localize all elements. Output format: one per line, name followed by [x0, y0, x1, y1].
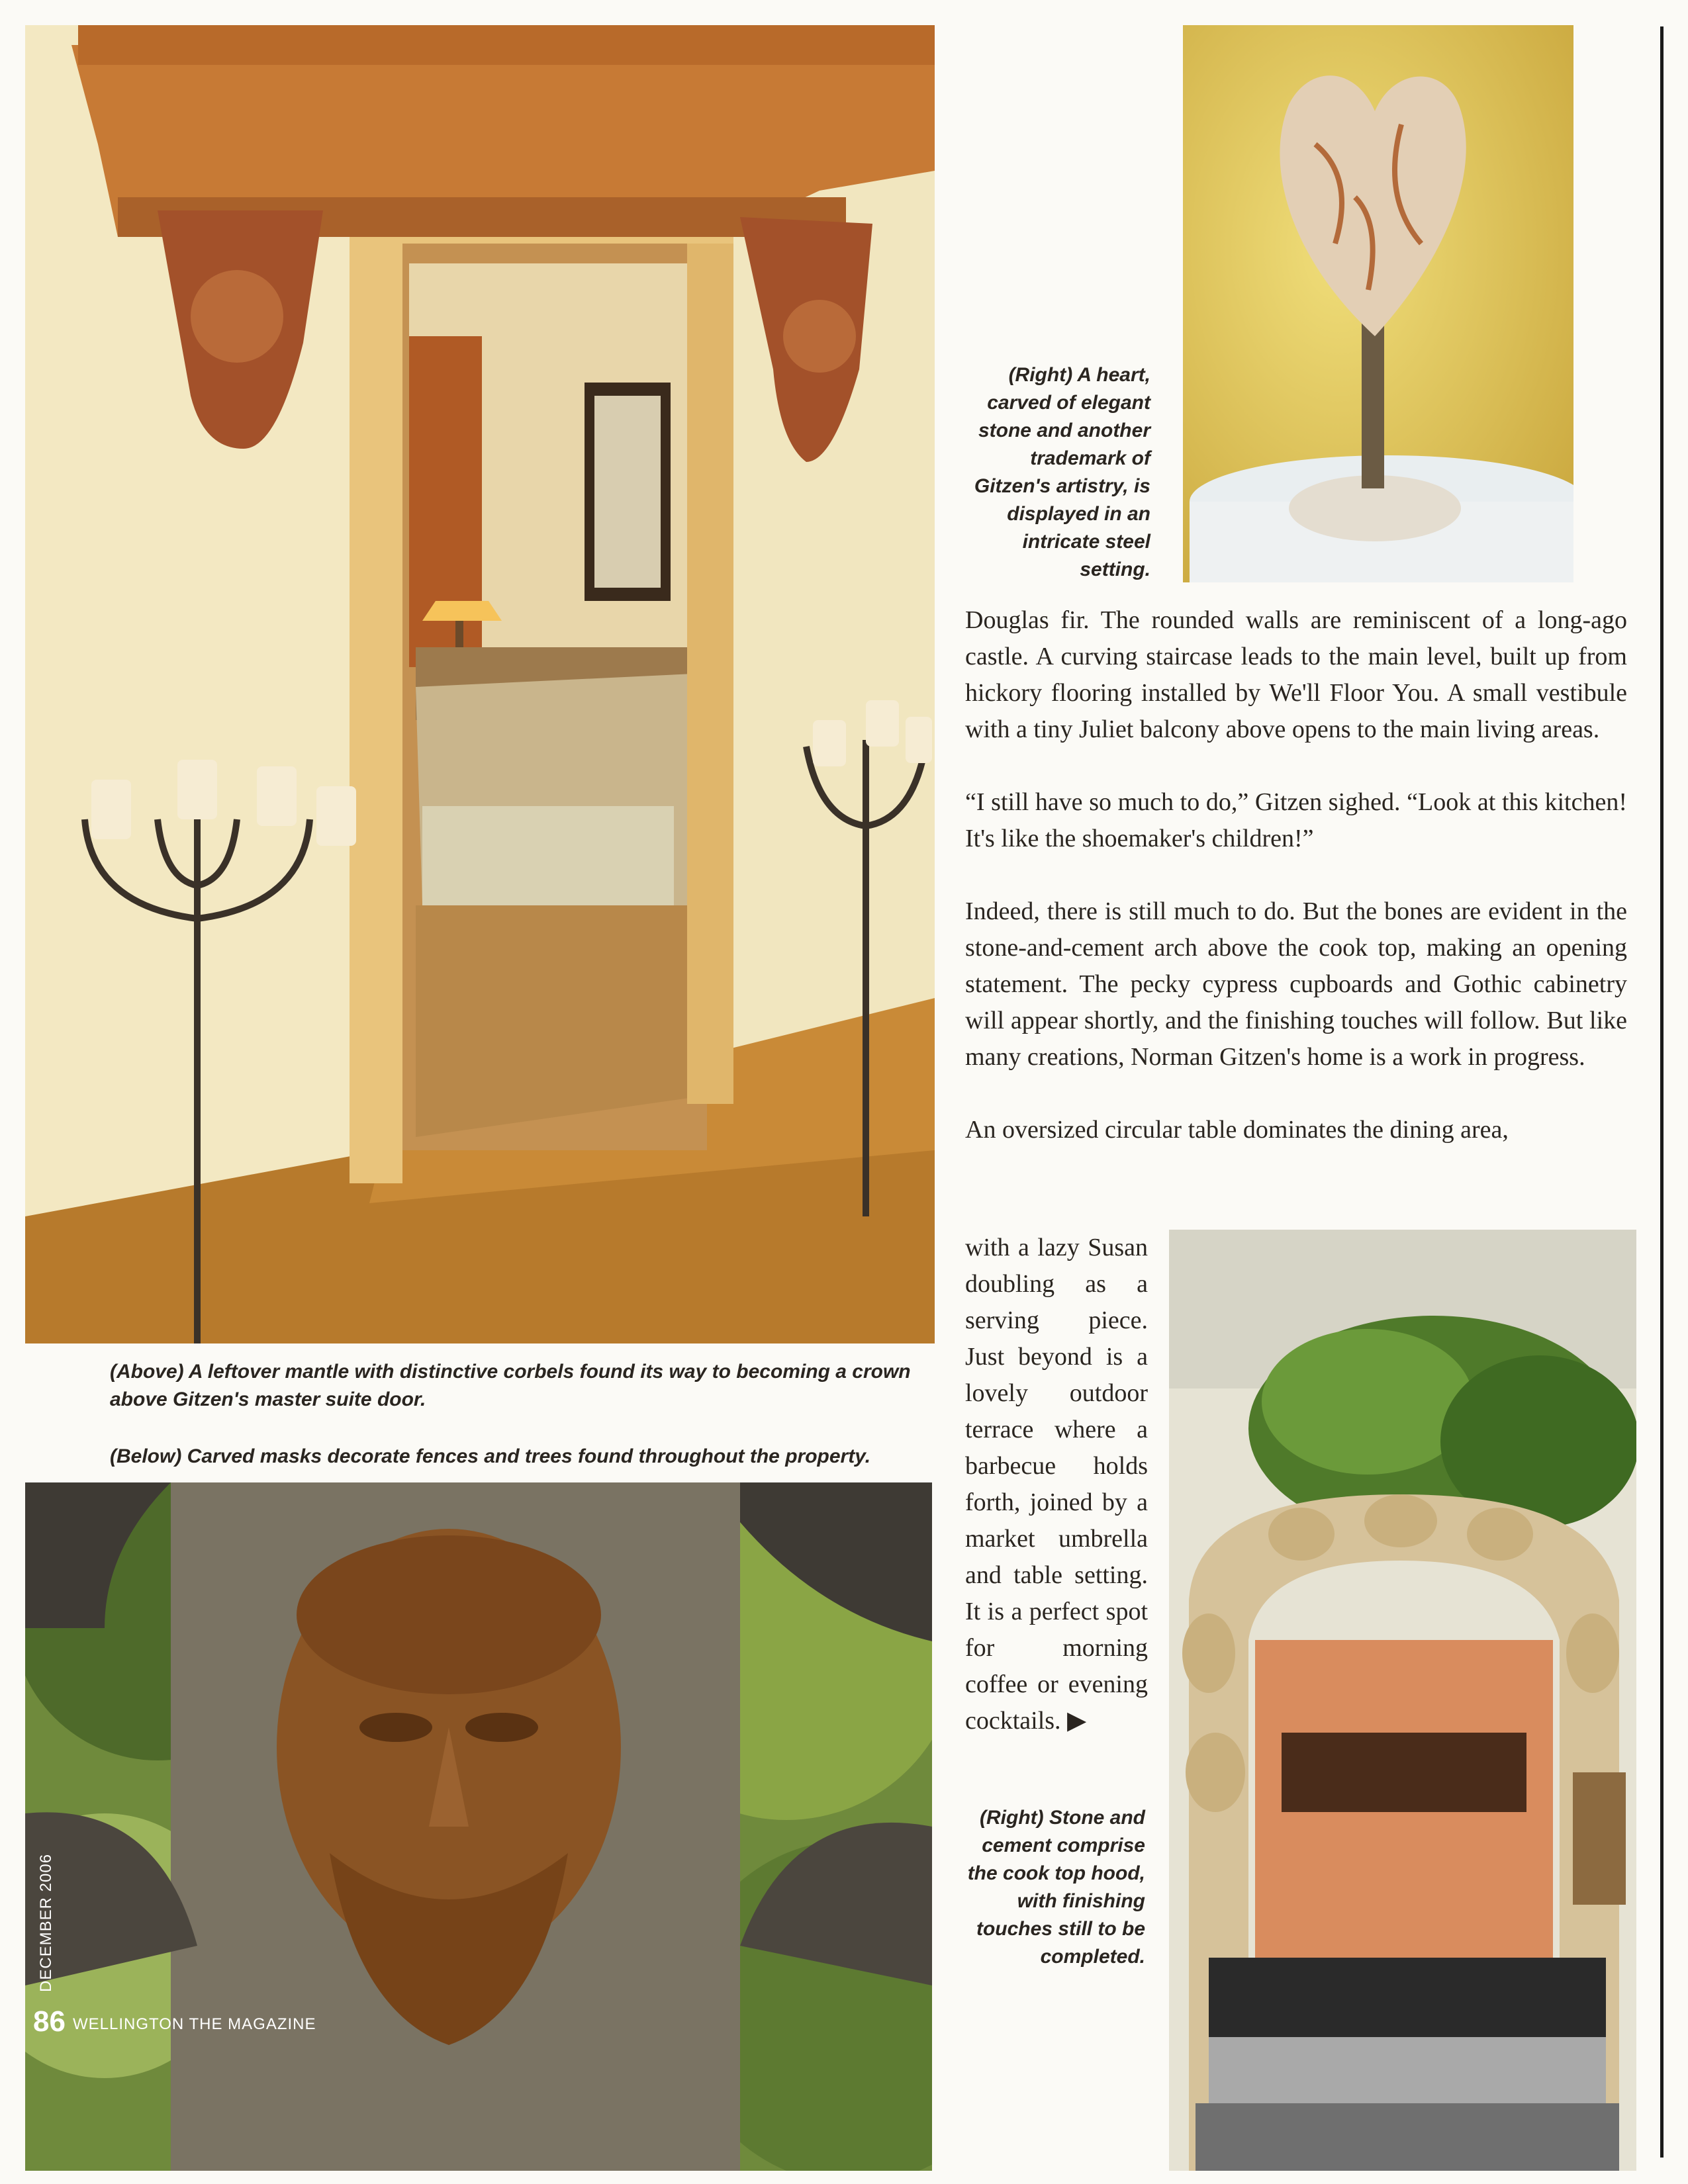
article-body — [965, 602, 1627, 1148]
caption-hood: (Right) Stone and cement comprise the cook top hood, with finishing touches still to be completed. — [967, 1807, 1145, 1968]
magazine-name: WELLINGTON THE MAGAZINE — [73, 2015, 316, 2033]
photo-mantle-doorway — [25, 25, 935, 1343]
caption-heart: (Right) A heart, carved of elegant stone and another trademark of Gitzen's artistry, is displayed in an intricate steel setting. — [974, 364, 1150, 580]
photo-carved-mask — [25, 1482, 932, 2171]
caption-masks: (Below) Carved masks decorate fences and trees found throughout the property. — [110, 1445, 871, 1467]
article-paragraph-4-line: An oversized circular table dominates the dining area, — [965, 1116, 1509, 1144]
article-paragraph-3: Indeed, there is still much to do. But the bones are evident in the stone-and-cement arch above the cook top, making an opening statement. The pecky cypress cupboards and Gothic cabinetry will appear shortly, and the finishing touches will follow. But like many creations, Norman Gitzen's home is a work in progress. — [965, 897, 1627, 1071]
article-paragraph-1: Douglas fir. The rounded walls are reminiscent of a long-ago castle. A curving staircase leads to the main level, built up from hickory flooring installed by We'll Floor You. A small vestibule with a tiny Juliet balcony above opens to the main living areas. — [965, 606, 1627, 743]
photo-cooktop-hood — [1169, 1230, 1636, 2171]
issue-date: DECEMBER 2006 — [37, 1853, 55, 1992]
photo-stone-heart — [1183, 25, 1573, 582]
caption-mantle: (Above) A leftover mantle with distinctive corbels found its way to becoming a crown above Gitzen's master suite door. — [110, 1361, 911, 1410]
page-edge — [1660, 26, 1664, 2158]
article-paragraph-2: “I still have so much to do,” Gitzen sighed. “Look at this kitchen! It's like the shoemaker's children!” — [965, 788, 1627, 852]
page-number: 86 — [33, 2005, 66, 2038]
article-paragraph-4-wrap: with a lazy Susan doubling as a serving piece. Just beyond is a lovely outdoor terrace where a barbecue holds forth, joined by a market umbrella and table setting. It is a perfect spot for morning coffee or evening cocktails. ▶ — [965, 1234, 1148, 1735]
